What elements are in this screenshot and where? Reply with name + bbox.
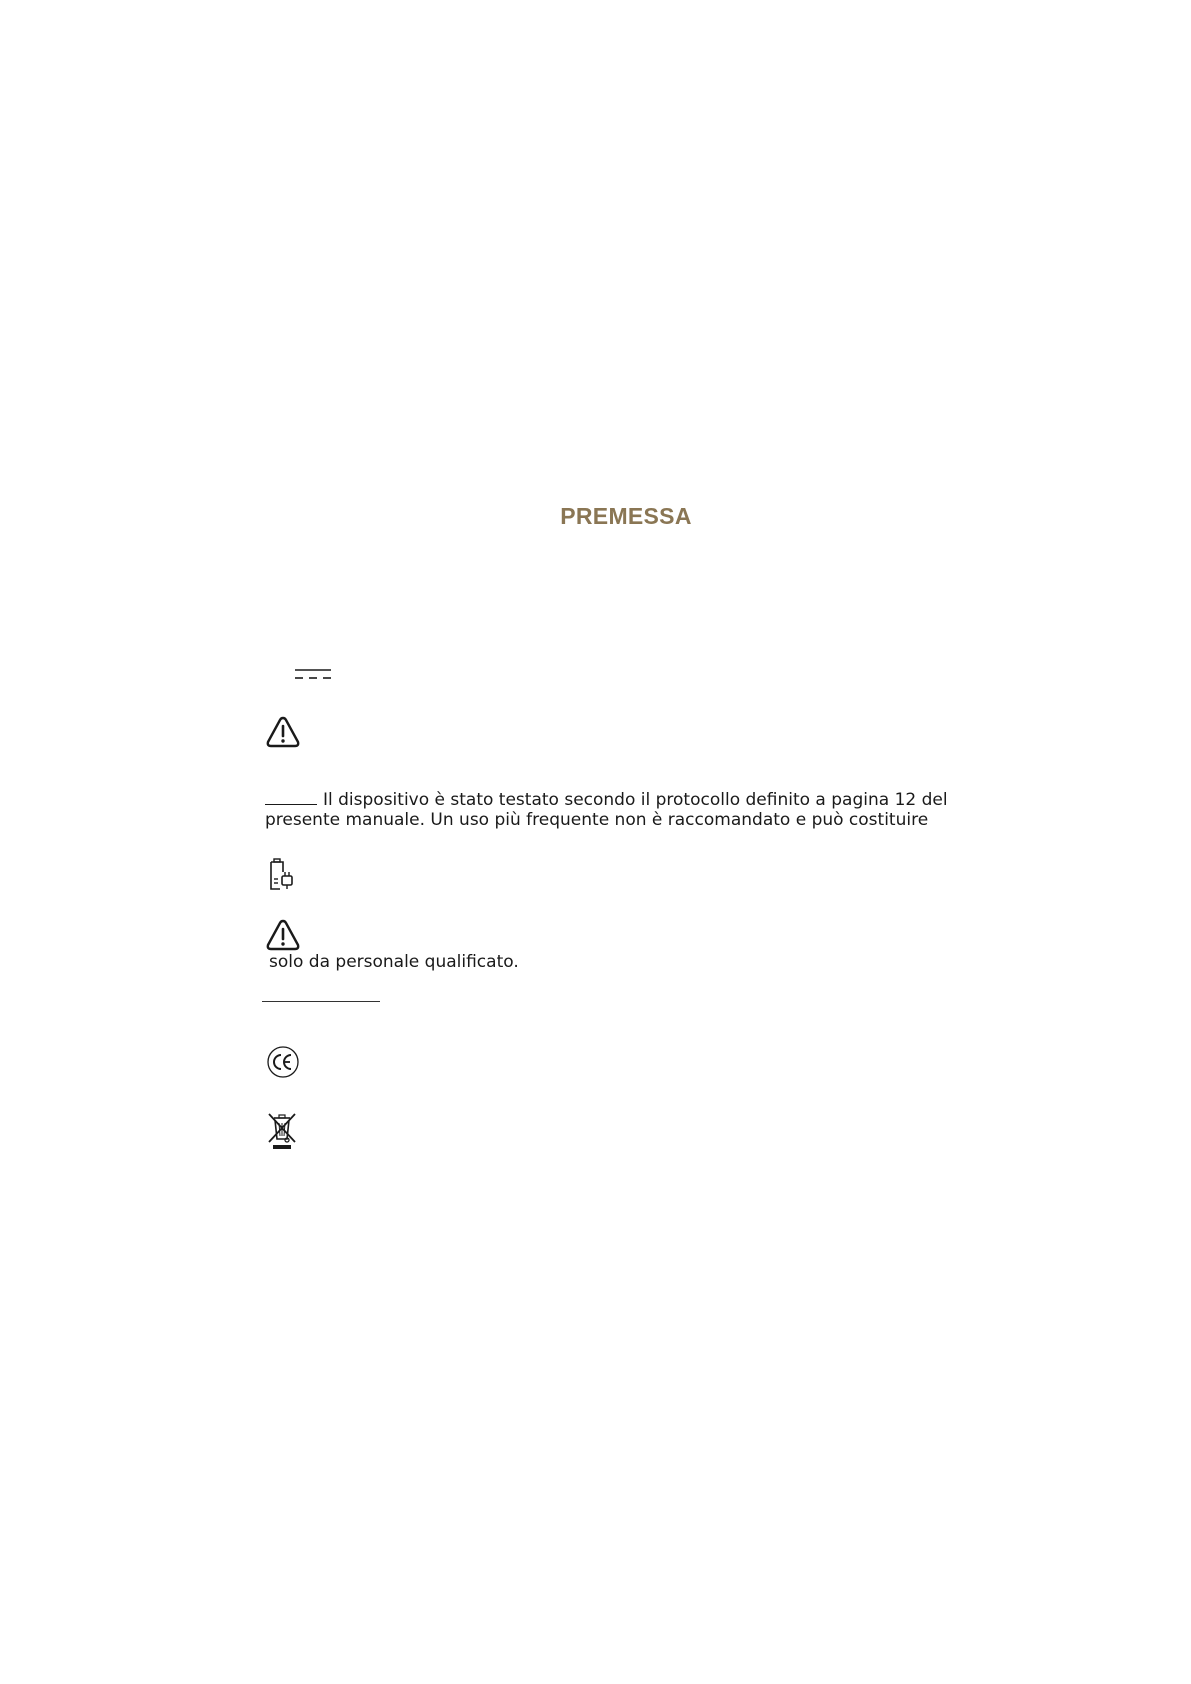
- qualified-personnel-note: solo da personale qualificato.: [269, 952, 519, 972]
- footnote-separator: [262, 1001, 380, 1002]
- battery-charging-icon: [268, 858, 296, 892]
- ce-mark-icon: [266, 1045, 300, 1079]
- warning-triangle-icon: [265, 715, 301, 749]
- paragraph-line-1: Il dispositivo è stato testato secondo il protocollo definito a pagina 12 del: [323, 790, 948, 810]
- fill-in-blank: [265, 790, 317, 805]
- weee-crossed-bin-icon: [266, 1112, 298, 1150]
- page-title: PREMESSA: [560, 503, 692, 529]
- test-protocol-paragraph: [265, 790, 948, 810]
- paragraph-line-2: presente manuale. Un uso più frequente non è raccomandato e può costituire: [265, 810, 929, 830]
- direct-current-icon: [294, 667, 332, 681]
- warning-triangle-icon: [265, 918, 301, 952]
